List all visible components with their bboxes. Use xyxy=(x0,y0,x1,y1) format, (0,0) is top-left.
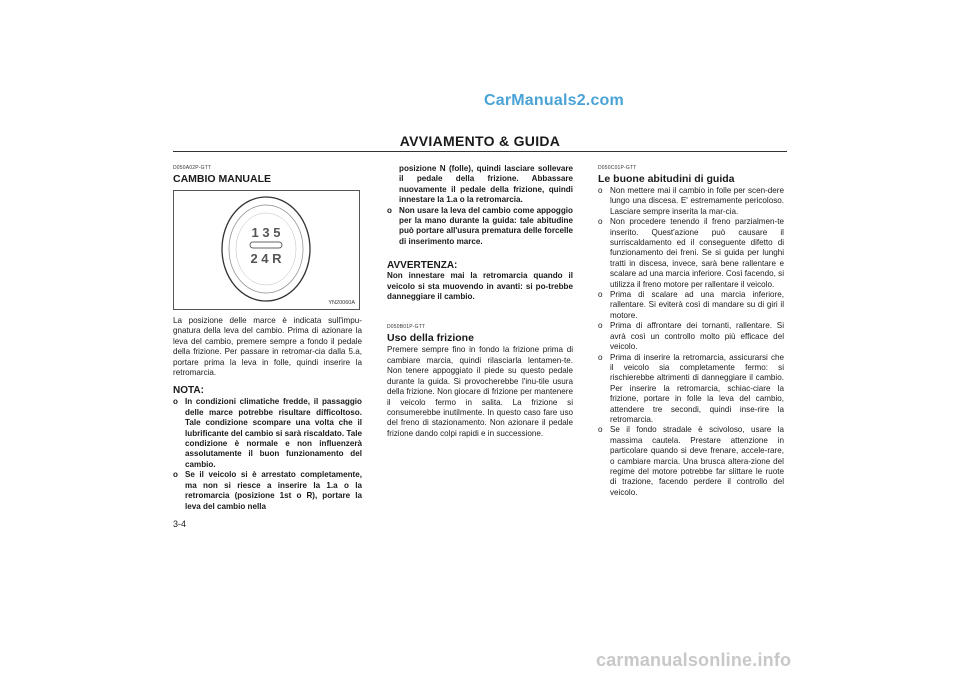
continued-text: posizione N (folle), quindi lasciare sollevare il pedale della frizione. Abbassare nuovamente il pedale della frizione, quindi innestare la 1.a o la retromarcia. xyxy=(399,164,573,205)
section-code: D050B01P-GTT xyxy=(387,324,426,331)
figure-code: YN20060A xyxy=(328,300,355,306)
paragraph: La posizione delle marce è indicata sull'impu-gnatura della leva del cambio. Prima di azionare la leva del cambio, premere sempre a fondo il pedale della frizione. Per passare in retromar-cia dalla 5.a, portare prima la leva in folle, quindi inserire la retromarcia. xyxy=(173,316,362,378)
gear-knob-figure xyxy=(173,190,360,310)
section-title: CAMBIO MANUALE xyxy=(173,173,271,185)
knob-gears-bottom: 2 4 R xyxy=(250,251,282,266)
note-list xyxy=(173,397,362,511)
gear-knob-illustration xyxy=(174,191,359,309)
note-title: NOTA: xyxy=(173,385,204,397)
warning-title: AVVERTENZA: xyxy=(387,260,458,272)
column-3 xyxy=(598,165,784,498)
section-title: Le buone abitudini di guida xyxy=(598,173,735,185)
paragraph: Premere sempre fino in fondo la frizione prima di cambiare marcia, quindi rilasciarla lentamen-te. Non tenere appoggiato il piede su questo pedale durante la guida. Si provocherebbe l'inu-tile usura della frizione. Non giocare di frizione per mantenere il veicolo fermo in salita. La frizione si consumerebbe inutilmente. In questo caso fare uso del freno di stazionamento. Non azionare il pedale frizione dando colpi rapidi e in successione. xyxy=(387,345,573,438)
column-1-body xyxy=(173,316,362,512)
page-title: AVVIAMENTO & GUIDA xyxy=(399,133,561,149)
knob-gears-top: 1 3 5 xyxy=(251,225,281,240)
list-item: o Se il fondo stradale è scivoloso, usare la massima cautela. Prestare attenzione in particolare quando si deve frenare, accele-rare, o cambiare marcia. Una brusca altera-zione del regime del motore potrebbe far slittare le ruote di trazione, facendo perdere il controllo del veicolo. xyxy=(598,425,784,497)
list-item: o Non usare la leva del cambio come appoggio per la mano durante la guida: tale abitudine può portare all'usura prematura delle forcelle di inserimento marce. xyxy=(387,205,573,246)
list-item: o Prima di inserire la retromarcia, assicurarsi che il veicolo sia completamente fermo: si rischierebbe altrimenti di danneggiare il cambio. Per inserire la retromarcia, schiac-ciare la frizione, portare in folle la leva del cambio, attendere tre secondi, quindi inse-rire la retromarcia. xyxy=(598,352,784,424)
list-item: o Prima di affrontare dei tornanti, rallentare. Si avrà così un controllo molto più efficace del veicolo. xyxy=(598,321,784,352)
watermark-top: CarManuals2.com xyxy=(484,92,624,109)
section-code: D050C01P-GTT xyxy=(598,165,637,171)
list-item: o Non mettere mai il cambio in folle per scen-dere lungo una discesa. E' estremamente pericoloso. Lasciare sempre inserita la mar-cia. xyxy=(598,186,784,216)
warning-text: Non innestare mai la retromarcia quando il veicolo si sta muovendo in avanti: si po-trebbe danneggiare il cambio. xyxy=(387,271,573,302)
section-title: Uso della frizione xyxy=(387,332,474,345)
header-divider xyxy=(173,151,787,152)
section-code: D050A02P-GTT xyxy=(173,165,212,171)
list-item: o Non procedere tenendo il freno parzialmen-te inserito. Quest'azione può causare il surriscaldamento ed il conseguente difetto di funzionamento dei freni. Se si guida per lunghi tratti in discesa, invece, sarà bene rallentare e scalare ad una marcia inferiore. Così facendo, si utilizza il freno motore per rallentare il veicolo. xyxy=(598,217,784,289)
watermark-bottom: carmanualsonline.info xyxy=(596,650,792,670)
column-1 xyxy=(173,165,362,185)
list-item: o In condizioni climatiche fredde, il passaggio delle marce potrebbe risultare difficoltoso. Tale condizione scompare una volta che il lubrificante del cambio si sarà riscaldato. Tale condizione è normale e non influenzerà assolutamente il buon funzionamento del cambio. xyxy=(173,397,362,469)
note-list-continued xyxy=(387,206,573,248)
column-2 xyxy=(387,164,573,439)
list-item: o Prima di scalare ad una marcia inferiore, rallentare. Si eviterà così di mandare su di giri il motore. xyxy=(598,290,784,320)
tips-list xyxy=(598,186,784,498)
list-item: o Se il veicolo si è arrestato completamente, ma non si riesce a inserire la 1.a o la retromarcia (posizione 1st o R), portare la leva del cambio nella xyxy=(173,470,362,511)
page-number: 3-4 xyxy=(173,519,187,529)
